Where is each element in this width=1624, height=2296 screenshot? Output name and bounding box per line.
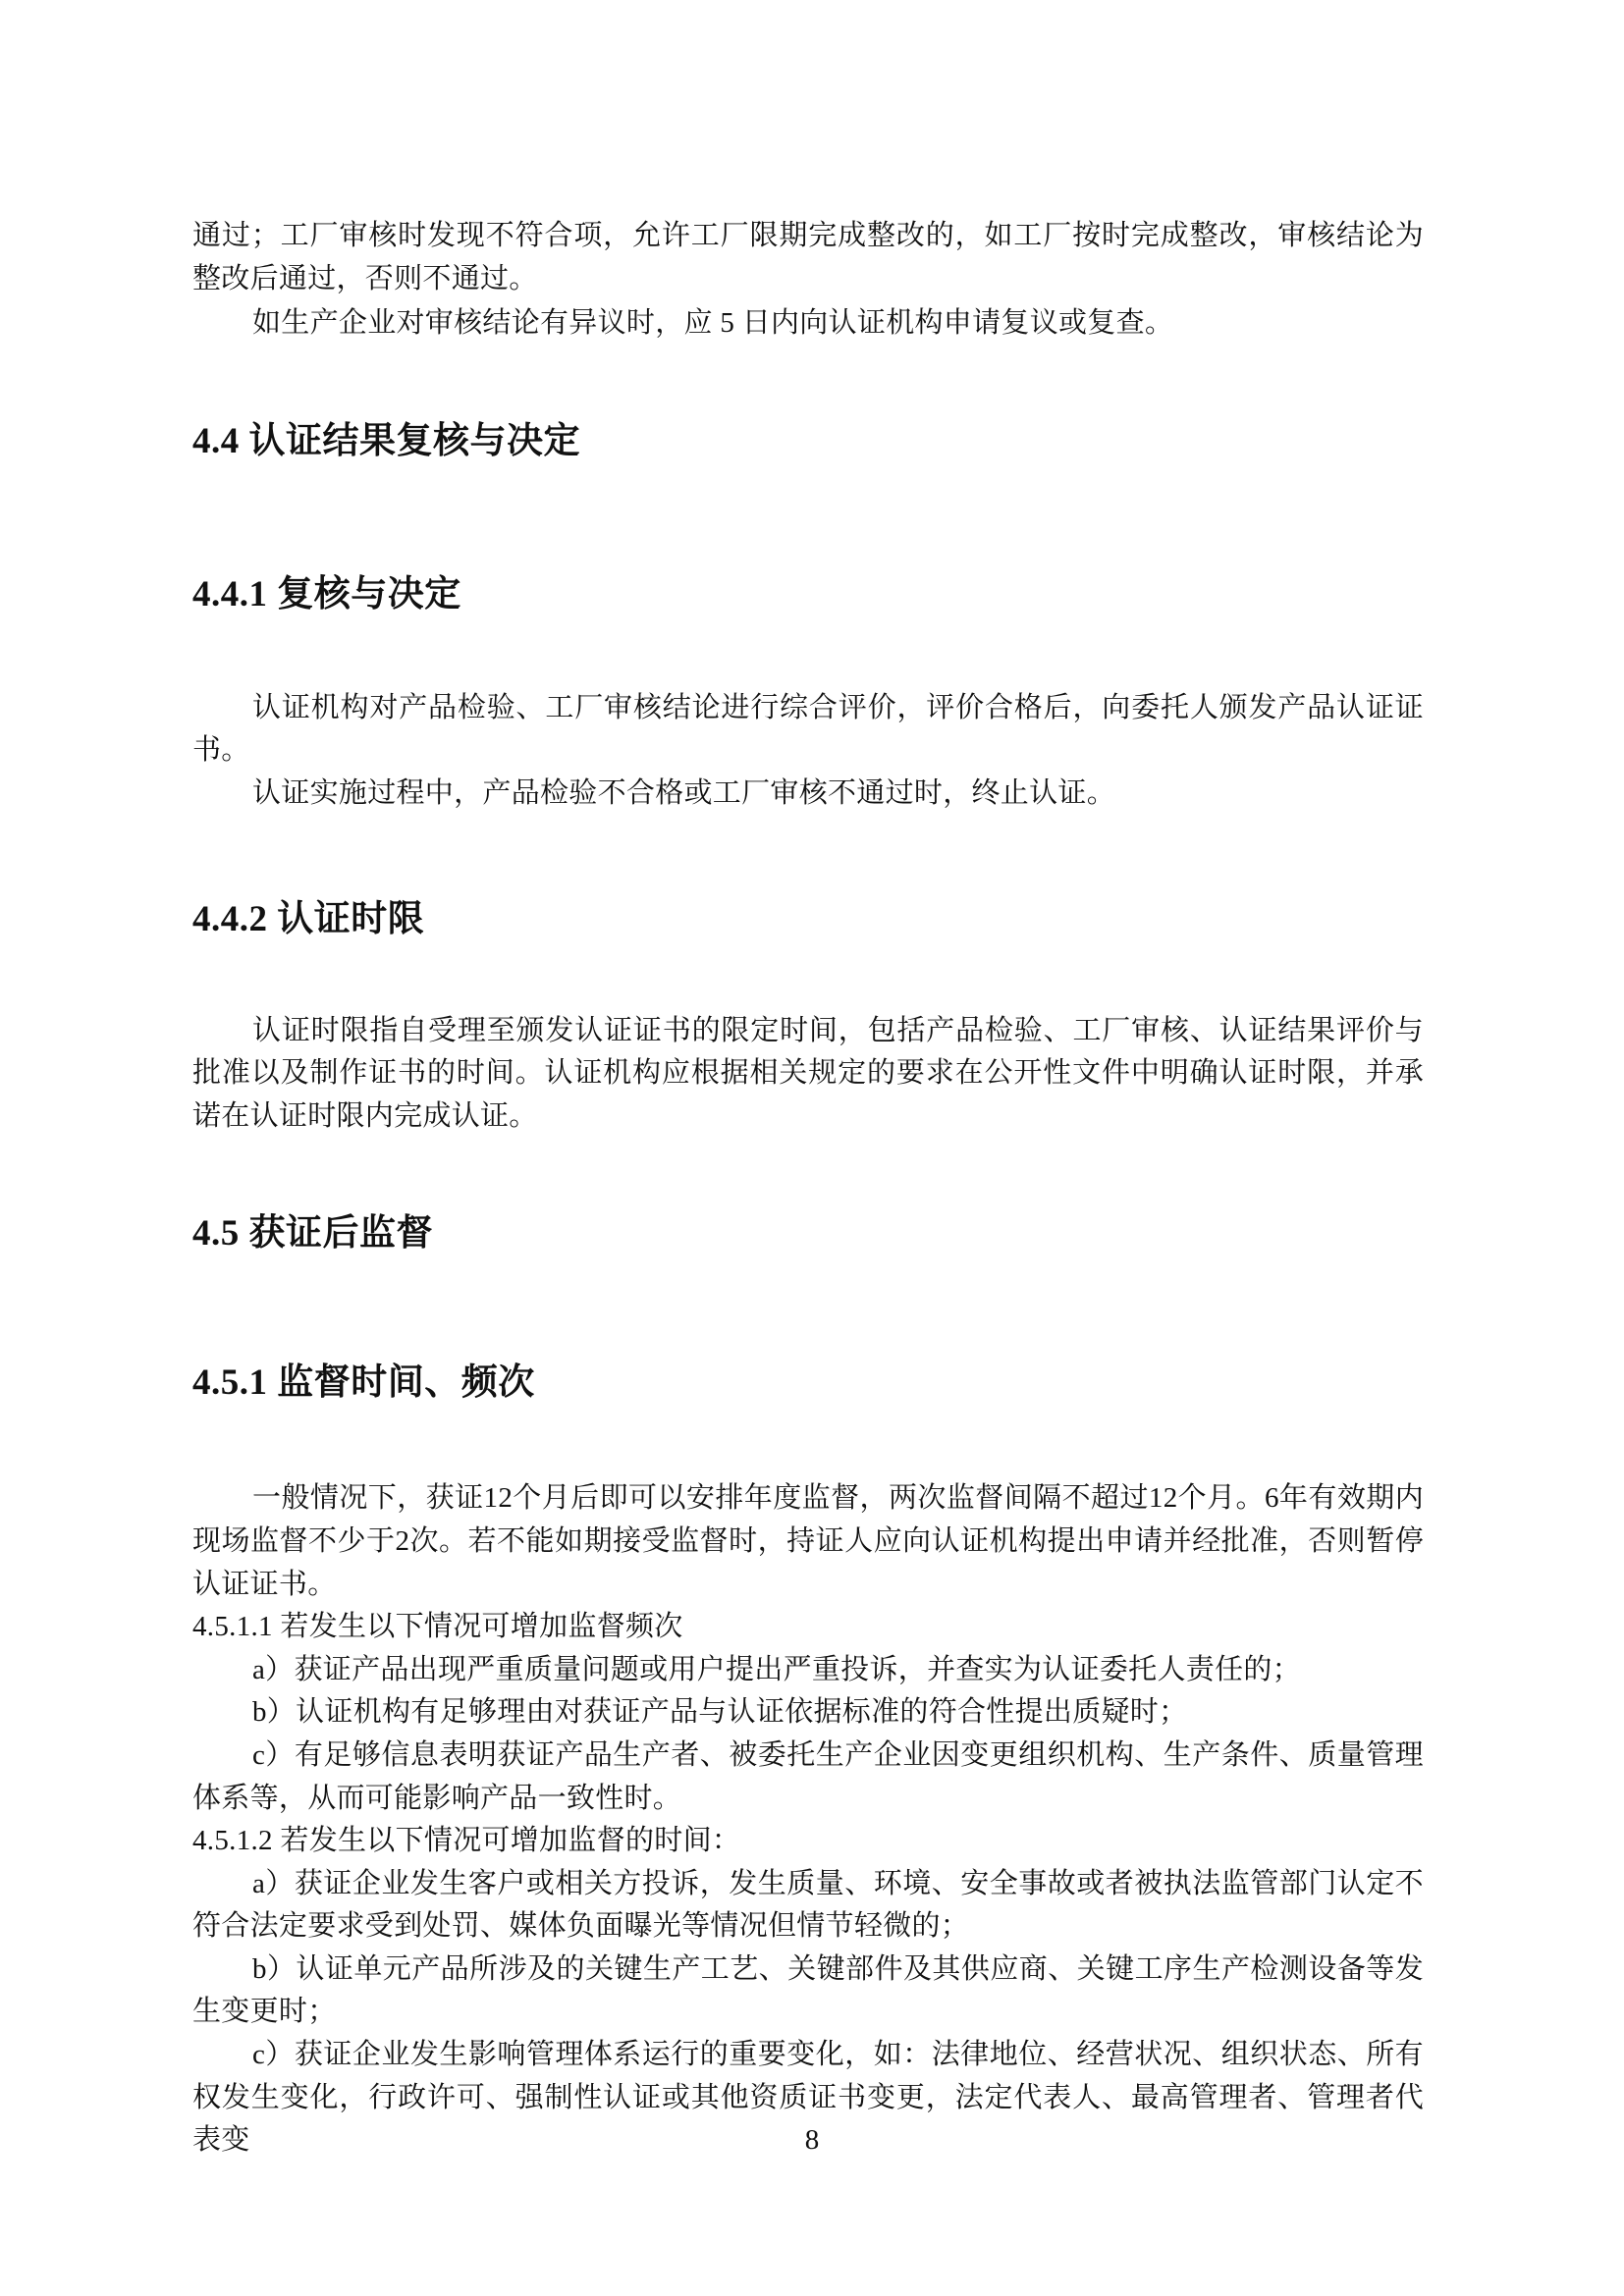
- heading-4-4-1: 4.4.1 复核与决定: [192, 573, 461, 614]
- clause-4-5-1-2-item-c: c）获证企业发生影响管理体系运行的重要变化，如：法律地位、经营状况、组织状态、所有权发生变化，行政许可、强制性认证或其他资质证书变更，法定代表人、最高管理者、管理者代表变: [192, 2039, 1424, 2157]
- heading-4-4: 4.4 认证结果复核与决定: [192, 420, 580, 461]
- para-overflow-from-previous-page: 通过；工厂审核时发现不符合项，允许工厂限期完成整改的，如工厂按时完成整改，审核结论为整改后通过，否则不通过。: [192, 220, 1424, 294]
- heading-4-5: 4.5 获证后监督: [192, 1213, 433, 1255]
- clause-4-5-1-1-item-b: b）认证机构有足够理由对获证产品与认证依据标准的符合性提出质疑时；: [252, 1696, 1188, 1729]
- clause-4-5-1-1-item-a: a）获证产品出现严重质量问题或用户提出严重投诉，并查实为认证委托人责任的；: [252, 1653, 1301, 1685]
- clause-4-5-1-2-item-b: b）认证单元产品所涉及的关键生产工艺、关键部件及其供应商、关键工序生产检测设备等发生变更时；: [192, 1952, 1424, 2028]
- heading-4-5-1: 4.5.1 监督时间、频次: [192, 1362, 535, 1404]
- page-number: 8: [804, 2124, 820, 2156]
- clause-4-5-1-1-item-c: c）有足够信息表明获证产品生产者、被委托生产企业因变更组织机构、生产条件、质量管理体系等，从而可能影响产品一致性时。: [192, 1738, 1424, 1814]
- clause-4-5-1-2-title: 4.5.1.2 若发生以下情况可增加监督的时间：: [192, 1825, 741, 1857]
- document-content: [192, 0, 1424, 2163]
- para-review-decision-2: 认证实施过程中，产品检验不合格或工厂审核不通过时，终止认证。: [252, 776, 1116, 809]
- para-supervision: 一般情况下，获证12个月后即可以安排年度监督，两次监督间隔不超过12个月。6年有效期内现场监督不少于2次。若不能如期接受监督时，持证人应向认证机构提出申请并经批准，否则暂停认证证书。: [192, 1482, 1424, 1600]
- para-review-decision-1: 认证机构对产品检验、工厂审核结论进行综合评价，评价合格后，向委托人颁发产品认证证书。: [192, 691, 1424, 767]
- para-objection: 如生产企业对审核结论有异议时，应 5 日内向认证机构申请复议或复查。: [252, 307, 1174, 340]
- clause-4-5-1-1-title: 4.5.1.1 若发生以下情况可增加监督频次: [192, 1611, 683, 1643]
- heading-4-4-2: 4.4.2 认证时限: [192, 898, 425, 939]
- clause-4-5-1-2-item-a: a）获证企业发生客户或相关方投诉，发生质量、环境、安全事故或者被执法监管部门认定不符合法定要求受到处罚、媒体负面曝光等情况但情节轻微的；: [192, 1867, 1424, 1943]
- para-time-limit: 认证时限指自受理至颁发认证证书的限定时间，包括产品检验、工厂审核、认证结果评价与批准以及制作证书的时间。认证机构应根据相关规定的要求在公开性文件中明确认证时限，并承诺在认证时限内完成认证。: [192, 1014, 1424, 1132]
